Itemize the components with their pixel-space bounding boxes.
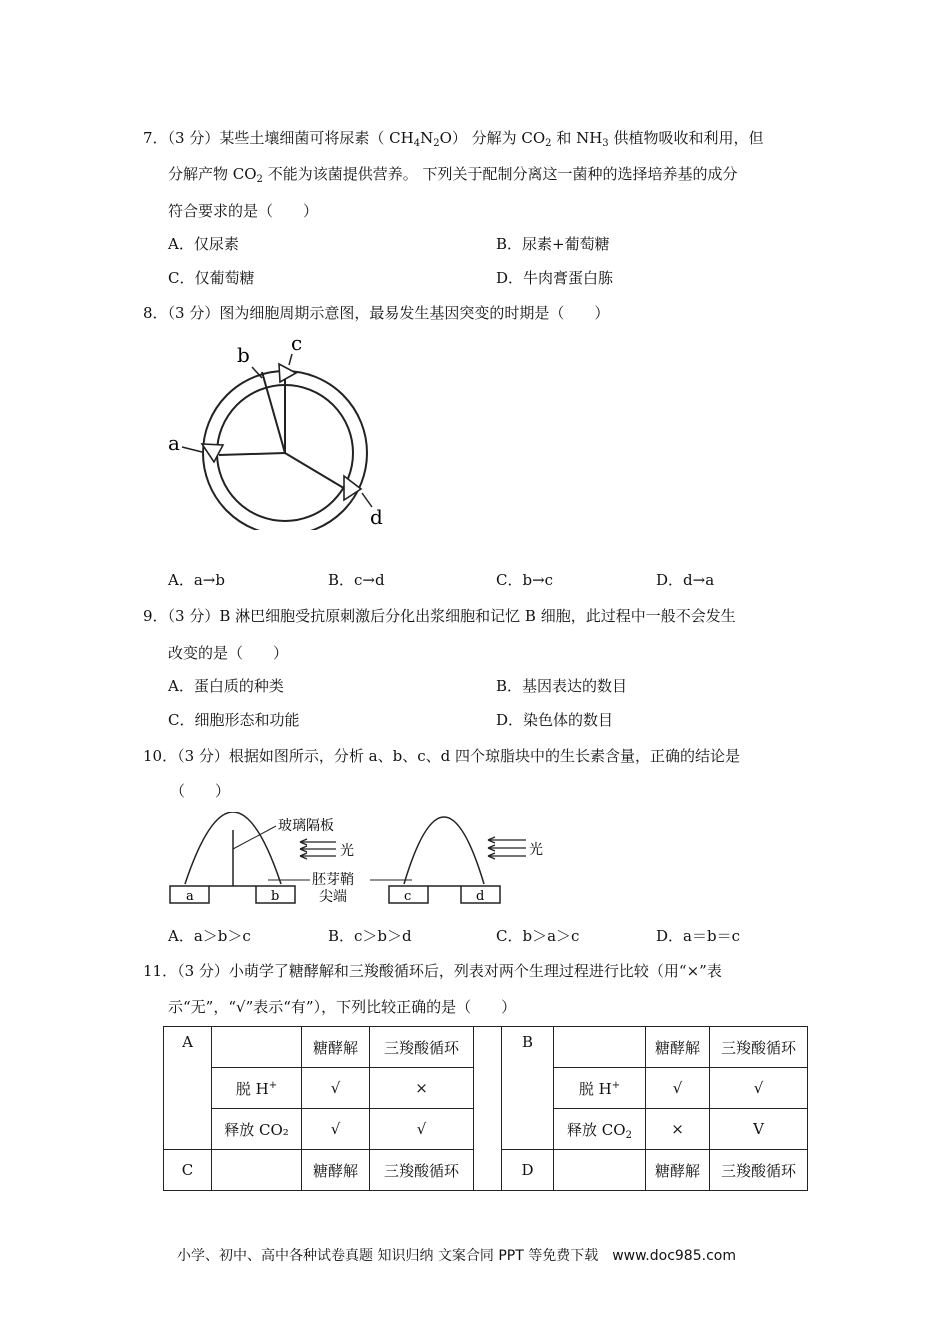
- cell-b-r1-c2: √: [710, 1068, 808, 1109]
- q7-option-a: A．仅尿素: [168, 235, 239, 253]
- block-label-d: d: [476, 889, 485, 904]
- radius-a: [219, 453, 285, 455]
- light-label-right: 光: [529, 842, 543, 858]
- light-arrows-left-icon: [300, 839, 336, 859]
- q9-option-a: A．蛋白质的种类: [168, 677, 284, 695]
- q9-stem-line1: 9．（3 分）B 淋巴细胞受抗原刺激后分化出浆细胞和记忆 B 细胞，此过程中一般不会发生: [143, 607, 736, 625]
- q7-option-b: B．尿素+葡萄糖: [496, 235, 610, 253]
- q7-stem-line3: 符合要求的是（ ）: [168, 202, 319, 220]
- q10-option-d: D．a＝b＝c: [656, 927, 740, 945]
- cell-a-r2-c1: √: [302, 1109, 370, 1150]
- header-tca: 三羧酸循环: [370, 1027, 474, 1068]
- cell-b-r2-c2: V: [710, 1109, 808, 1150]
- cell-a-r1-c2: ×: [370, 1068, 474, 1109]
- header-glycolysis: 糖酵解: [302, 1150, 370, 1191]
- q11-stem-line1: 11．（3 分）小萌学了糖酵解和三羧酸循环后，列表对两个生理过程进行比较（用“×”表: [143, 962, 722, 980]
- arrow-c-icon: [279, 364, 296, 382]
- label-a: a: [168, 431, 180, 455]
- row-label-dehydrogenation: 脱 H+: [212, 1068, 302, 1109]
- q9-option-d: D．染色体的数目: [496, 711, 614, 729]
- header-glycolysis: 糖酵解: [646, 1150, 710, 1191]
- light-label-left: 光: [340, 843, 354, 859]
- q7-option-d: D．牛肉膏蛋白胨: [496, 269, 614, 287]
- cell-a-r1-c1: √: [302, 1068, 370, 1109]
- table-row: [164, 1027, 808, 1068]
- option-a-cell: A: [164, 1027, 212, 1150]
- q10-stem-line1: 10．（3 分）根据如图所示，分析 a、b、c、d 四个琼脂块中的生长素含量，正确的结论是: [143, 747, 740, 765]
- q8-option-c: C．b→c: [496, 571, 554, 589]
- label-b: b: [237, 343, 250, 367]
- header-tca: 三羧酸循环: [710, 1027, 808, 1068]
- q9-option-c: C．细胞形态和功能: [168, 711, 300, 729]
- radius-d: [285, 453, 347, 490]
- header-glycolysis: 糖酵解: [646, 1027, 710, 1068]
- q11-stem-line2: 示“无”，“√”表示“有”），下列比较正确的是（ ）: [168, 998, 517, 1016]
- row-label-co2: 释放 $CO_2$: [554, 1109, 646, 1150]
- coleoptile-diagram: [160, 812, 560, 912]
- comparison-table: [163, 1026, 808, 1191]
- glass-plate-label: 玻璃隔板: [278, 818, 334, 834]
- header-tca: 三羧酸循环: [370, 1150, 474, 1191]
- q7-stem-line2: 分解产物 $CO_2$ 不能为该菌提供营养。 下列关于配制分离这一菌种的选择培养基的成分: [168, 165, 738, 185]
- option-c-cell: C: [164, 1150, 212, 1191]
- label-d: d: [370, 505, 383, 529]
- q7-option-c: C．仅葡萄糖: [168, 269, 255, 287]
- block-label-b: b: [271, 889, 280, 904]
- arrow-d-icon: [344, 476, 361, 500]
- block-label-a: a: [186, 889, 194, 904]
- option-d-cell: D: [502, 1150, 554, 1191]
- page-footer: 小学、初中、高中各种试卷真题 知识归纳 文案合同 PPT 等免费下载 www.doc985.com: [177, 1248, 736, 1264]
- label-c: c: [291, 331, 303, 355]
- q8-option-b: B．c→d: [328, 571, 385, 589]
- tip-label-line2: 尖端: [319, 889, 347, 905]
- q8-option-d: D．d→a: [656, 571, 715, 589]
- cell-b-r1-c1: √: [646, 1068, 710, 1109]
- q7-stem-line1: 7．（3 分）某些土壤细菌可将尿素（ $CH_4N_2O$） 分解为 $CO_2$ 和 $NH_3$ 供植物吸收和利用，但: [143, 129, 764, 149]
- q10-stem-line2: （ ）: [170, 782, 231, 800]
- header-glycolysis: 糖酵解: [302, 1027, 370, 1068]
- option-b-cell: B: [502, 1027, 554, 1150]
- block-label-c: c: [404, 889, 412, 904]
- coleoptile-tip-right: [404, 817, 484, 884]
- cell-cycle-diagram: [160, 330, 400, 530]
- row-label-co2: 释放 CO₂: [212, 1109, 302, 1150]
- header-tca: 三羧酸循环: [710, 1150, 808, 1191]
- q8-option-a: A．a→b: [168, 571, 225, 589]
- q8-stem: 8．（3 分）图为细胞周期示意图，最易发生基因突变的时期是（ ）: [143, 304, 610, 322]
- q9-option-b: B．基因表达的数目: [496, 677, 628, 695]
- light-arrows-right-icon: [488, 837, 526, 859]
- q10-option-c: C．b＞a＞c: [496, 927, 580, 945]
- arrow-a-icon: [202, 444, 223, 462]
- cell-a-r2-c2: √: [370, 1109, 474, 1150]
- q10-option-a: A．a＞b＞c: [168, 927, 251, 945]
- q9-stem-line2: 改变的是（ ）: [168, 644, 289, 662]
- tip-label-line1: 胚芽鞘: [312, 872, 354, 888]
- row-label-dehydrogenation: 脱 H+: [554, 1068, 646, 1109]
- q10-option-b: B．c＞b＞d: [328, 927, 412, 945]
- cell-b-r2-c1: ×: [646, 1109, 710, 1150]
